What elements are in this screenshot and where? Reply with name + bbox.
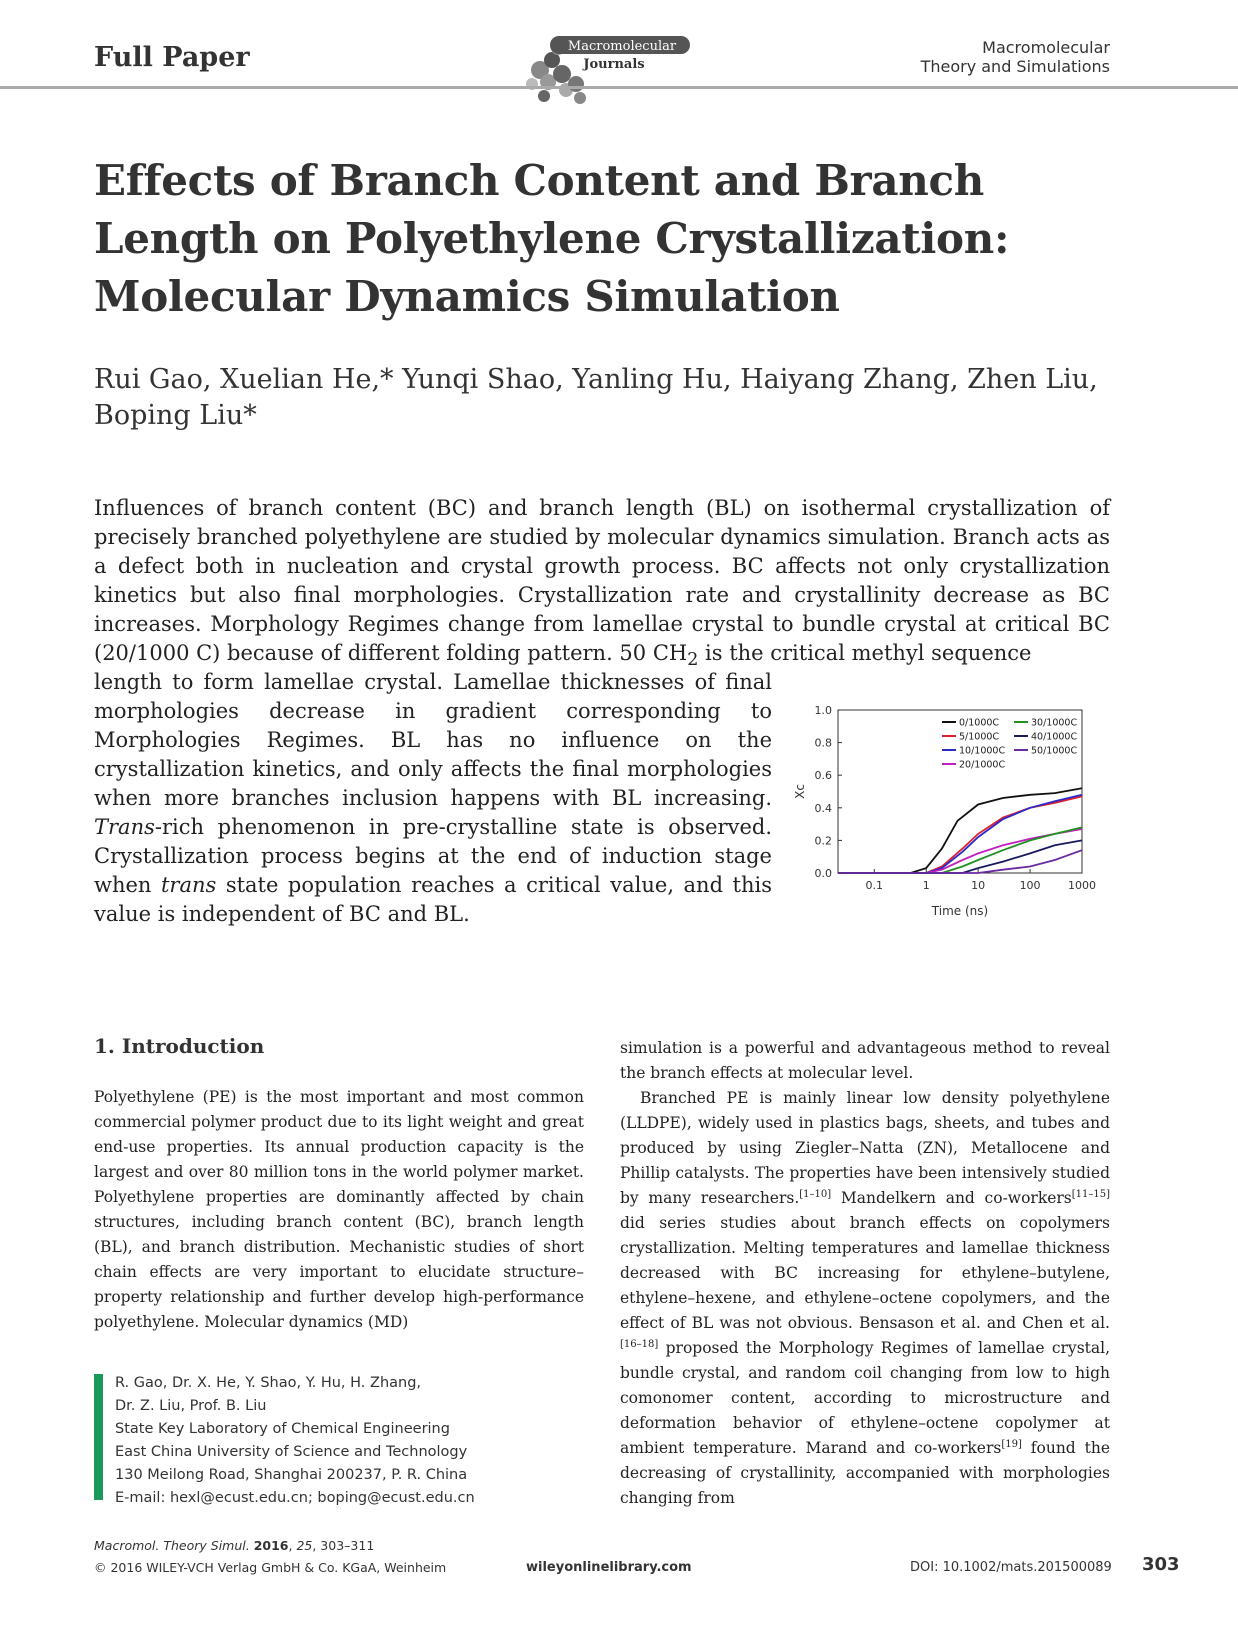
affiliation-line: East China University of Science and Technology xyxy=(115,1444,468,1460)
x-tick-label: 1000 xyxy=(1068,879,1096,892)
ref-link-1[interactable]: [1–10] xyxy=(799,1188,832,1200)
footer-journal: Macromol. Theory Simul. xyxy=(94,1538,250,1553)
abstract-subscript: 2 xyxy=(687,650,699,671)
legend-label: 0/1000C xyxy=(959,717,1000,729)
abstract-text-4: -rich phenomenon in pre-crystalline state is observed. Crystallization process begins at the end of induction stage when xyxy=(94,815,772,897)
logo-text-bottom: Journals xyxy=(583,57,645,72)
affiliation-line: 130 Meilong Road, Shanghai 200237, P. R. China xyxy=(115,1467,468,1483)
intro-paragraph-right-2 xyxy=(620,1086,1110,1511)
intro-paragraph-left: Polyethylene (PE) is the most important and most common commercial polymer product due to its light weight and great end-use properties. Its annual production capacity is the largest and over 80 million tons in the world polymer market. Polyethylene properties are dominantly affected by chain structures, including branch content (BC), branch length (BL), and branch distribution. Mechanistic studies of short chain effects are very important to elucidate structure–property relationship and further develop high-performance polyethylene. Molecular dynamics (MD) xyxy=(94,1088,584,1331)
abstract-italic-trans-2: trans xyxy=(160,873,217,897)
logo-text-top: Macromolecular xyxy=(567,39,677,54)
legend-label: 40/1000C xyxy=(1031,731,1078,743)
page-number: 303 xyxy=(1142,1554,1180,1575)
abstract-narrow xyxy=(94,668,772,929)
legend-label: 10/1000C xyxy=(959,745,1006,757)
p2-text-a: Branched PE is mainly linear low density polyethylene (LLDPE), widely used in plastics bags, sheets, and tubes and produced by using Ziegler–Natta (ZN), Metallocene and Phillip catalysts. The properties have been intensively studied by many researchers. xyxy=(620,1089,1110,1207)
ref-link-3[interactable]: [16–18] xyxy=(620,1338,659,1350)
x-tick-label: 0.1 xyxy=(865,879,884,892)
affiliation-bar xyxy=(94,1374,103,1500)
p2-text-b: Mandelkern and co-workers xyxy=(831,1189,1072,1207)
legend-label: 20/1000C xyxy=(959,759,1006,771)
abstract-italic-trans: Trans xyxy=(94,815,155,839)
y-tick-label: 0.6 xyxy=(814,769,832,783)
intro-paragraph-right-1: simulation is a powerful and advantageous method to reveal the branch effects at molecular level. xyxy=(620,1039,1110,1082)
abstract-text-1: Influences of branch content (BC) and branch length (BL) on isothermal crystallization of precisely branched polyethylene are studied by molecular dynamics simulation. Branch acts as a defect both in nucleation and crystal growth process. BC affects not only crystallization kinetics but also final morphologies. Crystallization rate and crystallinity decrease as BC increases. Morphology Regimes change from lamellae crystal to bundle crystal at critical BC (20/1000 C) because of different folding pattern. 50 CH xyxy=(94,496,1110,665)
paper-title: Effects of Branch Content and Branch Length on Polyethylene Crystallization: Molecular Dynamics Simulation xyxy=(94,156,1010,321)
abstract-text-3: length to form lamellae crystal. Lamellae thicknesses of final morphologies decrease in gradient corresponding to Morphologies Regimes. BL has no influence on the crystallization kinetics, and only affects the final morphologies when more branches inclusion happens with BL increasing. xyxy=(94,670,772,810)
footer-citation: Macromol. Theory Simul. 2016, 25, 303–311 xyxy=(94,1538,375,1553)
abstract-full-width xyxy=(94,494,1110,675)
footer-year: 2016 xyxy=(253,1538,289,1553)
y-tick-label: 1.0 xyxy=(814,704,832,717)
x-tick-label: 10 xyxy=(971,879,986,892)
author-list: Rui Gao, Xuelian He,* Yunqi Shao, Yanling Hu, Haiyang Zhang, Zhen Liu, Boping Liu* xyxy=(94,364,1098,431)
x-axis-label: Time (ns) xyxy=(931,904,989,918)
p2-text-d: proposed the Morphology Regimes of lamellae crystal, bundle crystal, and random coil changing from low to high comonomer content, according to microstructure and deformation behavior of ethylene–octene copolymer at ambient temperature. Marand and co-workers xyxy=(620,1339,1110,1457)
abstract-text-5: state population reaches a critical value, and this value is independent of BC and BL. xyxy=(94,873,772,926)
y-tick-label: 0.8 xyxy=(814,736,832,750)
footer-volume: 25 xyxy=(296,1538,313,1553)
legend-label: 5/1000C xyxy=(959,731,1000,743)
crystallinity-chart xyxy=(788,702,1118,962)
footer-site-link[interactable]: wileyonlinelibrary.com xyxy=(526,1560,692,1575)
p2-text-e: found the decreasing of crystallinity, accompanied with morphologies changing from xyxy=(620,1439,1110,1507)
journal-name-line2: Theory and Simulations xyxy=(920,57,1110,76)
legend-label: 30/1000C xyxy=(1031,717,1078,729)
y-tick-label: 0.4 xyxy=(814,801,832,815)
header-rule xyxy=(0,86,1238,89)
footer-doi[interactable]: DOI: 10.1002/mats.201500089 xyxy=(910,1560,1112,1575)
journal-name-line1: Macromolecular xyxy=(982,38,1110,57)
right-column xyxy=(620,1036,1110,1511)
footer-copyright: © 2016 WILEY-VCH Verlag GmbH & Co. KGaA, Weinheim xyxy=(94,1560,447,1575)
journal-logo xyxy=(518,26,696,106)
abstract-text-2: is the critical methyl sequence xyxy=(698,641,1032,665)
ref-link-2[interactable]: [11–15] xyxy=(1071,1188,1111,1200)
y-axis-label: Xc xyxy=(793,784,807,799)
x-tick-label: 100 xyxy=(1019,879,1041,892)
intro-heading: 1. Introduction xyxy=(94,1034,265,1058)
affiliation-line: R. Gao, Dr. X. He, Y. Shao, Y. Hu, H. Zhang, xyxy=(115,1375,422,1391)
journal-name xyxy=(921,38,1110,76)
footer-pages: , 303–311 xyxy=(312,1538,375,1553)
x-tick-label: 1 xyxy=(922,879,930,892)
affiliation-email[interactable]: E-mail: hexl@ecust.edu.cn; boping@ecust.edu.cn xyxy=(115,1490,475,1506)
legend-label: 50/1000C xyxy=(1031,745,1078,757)
affiliation-block xyxy=(115,1372,475,1510)
affiliation-line: State Key Laboratory of Chemical Engineering xyxy=(115,1421,450,1437)
section-label: Full Paper xyxy=(94,42,250,73)
affiliation-line: Dr. Z. Liu, Prof. B. Liu xyxy=(115,1398,267,1414)
y-tick-label: 0.2 xyxy=(814,834,832,848)
ref-link-4[interactable]: [19] xyxy=(1001,1438,1022,1450)
p2-text-c: did series studies about branch effects on copolymers crystallization. Melting temperatures and lamellae thickness decreased with BC increasing for ethylene–butylene, ethylene–hexene, and ethylene–octene copolymers, and the effect of BL was not obvious. Bensason et al. and Chen et al. xyxy=(620,1214,1110,1332)
y-tick-label: 0.0 xyxy=(814,867,832,880)
